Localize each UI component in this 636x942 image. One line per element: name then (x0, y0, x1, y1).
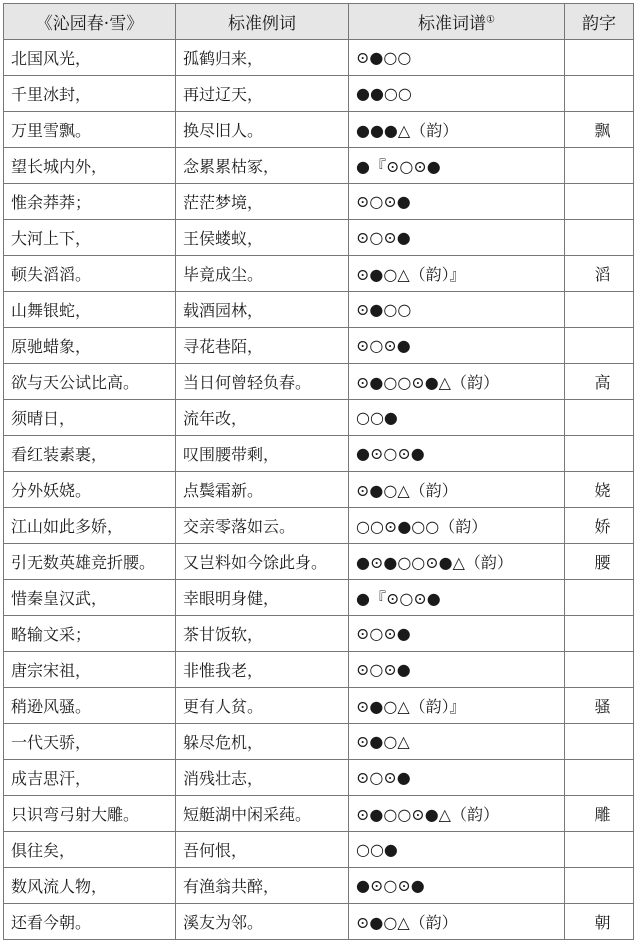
example-line-cell: 茶甘饭软， (176, 616, 349, 652)
original-line-cell: 看红装素裹， (4, 436, 176, 472)
example-line-cell: 换尽旧人。 (176, 112, 349, 148)
example-line-cell: 寻花巷陌， (176, 328, 349, 364)
example-line-cell: 短艇湖中闲采莼。 (176, 796, 349, 832)
tone-pattern-cell: ⊙●○△（韵）』 (349, 256, 565, 292)
rhyme-char-cell (565, 580, 634, 616)
header-pattern (349, 4, 565, 40)
table-row (4, 220, 634, 256)
tone-pattern-cell: ⊙●○○⊙●△（韵） (349, 364, 565, 400)
cipai-table (3, 3, 634, 940)
original-line-cell: 一代天骄， (4, 724, 176, 760)
rhyme-char-cell (565, 148, 634, 184)
rhyme-char-cell (565, 832, 634, 868)
example-line-cell: 叹围腰带剩， (176, 436, 349, 472)
table-row (4, 328, 634, 364)
example-line-cell: 流年改， (176, 400, 349, 436)
table-row (4, 832, 634, 868)
table-row (4, 292, 634, 328)
original-line-cell: 还看今朝。 (4, 904, 176, 940)
rhyme-char-cell: 高 (565, 364, 634, 400)
table-row (4, 400, 634, 436)
tone-pattern-cell: ⊙●○○ (349, 292, 565, 328)
rhyme-char-cell (565, 868, 634, 904)
rhyme-char-cell: 雕 (565, 796, 634, 832)
tone-pattern-cell: ⊙○⊙● (349, 220, 565, 256)
rhyme-char-cell (565, 220, 634, 256)
tone-pattern-cell: ⊙●○△（韵）』 (349, 688, 565, 724)
rhyme-char-cell (565, 76, 634, 112)
table-row (4, 616, 634, 652)
tone-pattern-cell: ⊙○⊙● (349, 184, 565, 220)
original-line-cell: 数风流人物， (4, 868, 176, 904)
original-line-cell: 江山如此多娇， (4, 508, 176, 544)
tone-pattern-cell: ●⊙○⊙● (349, 436, 565, 472)
tone-pattern-cell: ⊙●○△ (349, 724, 565, 760)
original-line-cell: 唐宗宋祖， (4, 652, 176, 688)
example-line-cell: 毕竟成尘。 (176, 256, 349, 292)
table-row (4, 652, 634, 688)
original-line-cell: 望长城内外， (4, 148, 176, 184)
tone-pattern-cell: ●『⊙○⊙● (349, 580, 565, 616)
rhyme-char-cell: 滔 (565, 256, 634, 292)
original-line-cell: 惜秦皇汉武， (4, 580, 176, 616)
rhyme-char-cell: 娇 (565, 508, 634, 544)
rhyme-char-cell (565, 40, 634, 76)
header-original: 《沁园春·雪》 (4, 4, 176, 40)
example-line-cell: 有渔翁共醉， (176, 868, 349, 904)
example-line-cell: 消残壮志， (176, 760, 349, 796)
tone-pattern-cell: ⊙○⊙● (349, 328, 565, 364)
example-line-cell: 更有人贫。 (176, 688, 349, 724)
original-line-cell: 引无数英雄竞折腰。 (4, 544, 176, 580)
tone-pattern-cell: ●⊙●○○⊙●△（韵） (349, 544, 565, 580)
header-row (4, 4, 634, 40)
example-line-cell: 吾何恨， (176, 832, 349, 868)
table-row (4, 904, 634, 940)
tone-pattern-cell: ●⊙○⊙● (349, 868, 565, 904)
rhyme-char-cell (565, 760, 634, 796)
example-line-cell: 幸眼明身健， (176, 580, 349, 616)
table-row (4, 472, 634, 508)
original-line-cell: 惟余莽莽； (4, 184, 176, 220)
table-row (4, 76, 634, 112)
rhyme-char-cell (565, 328, 634, 364)
tone-pattern-cell: ⊙●○△（韵） (349, 472, 565, 508)
tone-pattern-cell: ●●○○ (349, 76, 565, 112)
original-line-cell: 山舞银蛇， (4, 292, 176, 328)
original-line-cell: 大河上下， (4, 220, 176, 256)
original-line-cell: 稍逊风骚。 (4, 688, 176, 724)
example-line-cell: 当日何曾轻负春。 (176, 364, 349, 400)
tone-pattern-cell: ○○⊙●○○（韵） (349, 508, 565, 544)
rhyme-char-cell: 娆 (565, 472, 634, 508)
example-line-cell: 非惟我老， (176, 652, 349, 688)
original-line-cell: 成吉思汗， (4, 760, 176, 796)
rhyme-char-cell (565, 724, 634, 760)
table-row (4, 256, 634, 292)
original-line-cell: 顿失滔滔。 (4, 256, 176, 292)
example-line-cell: 溪友为邻。 (176, 904, 349, 940)
example-line-cell: 交亲零落如云。 (176, 508, 349, 544)
rhyme-char-cell: 飘 (565, 112, 634, 148)
rhyme-char-cell (565, 400, 634, 436)
original-line-cell: 千里冰封， (4, 76, 176, 112)
rhyme-char-cell (565, 292, 634, 328)
example-line-cell: 王侯蝼蚁， (176, 220, 349, 256)
example-line-cell: 茫茫梦境， (176, 184, 349, 220)
example-line-cell: 念累累枯冢， (176, 148, 349, 184)
table-body (4, 40, 634, 940)
table-row (4, 760, 634, 796)
example-line-cell: 点鬓霜新。 (176, 472, 349, 508)
original-line-cell: 分外妖娆。 (4, 472, 176, 508)
tone-pattern-cell: ⊙●○○ (349, 40, 565, 76)
tone-pattern-cell: ⊙○⊙● (349, 760, 565, 796)
table-row (4, 724, 634, 760)
example-line-cell: 躲尽危机， (176, 724, 349, 760)
original-line-cell: 原驰蜡象， (4, 328, 176, 364)
tone-pattern-cell: ●『⊙○⊙● (349, 148, 565, 184)
example-line-cell: 又岂料如今馀此身。 (176, 544, 349, 580)
rhyme-char-cell (565, 184, 634, 220)
table-row (4, 580, 634, 616)
original-line-cell: 欲与天公试比高。 (4, 364, 176, 400)
rhyme-char-cell (565, 652, 634, 688)
original-line-cell: 略输文采； (4, 616, 176, 652)
header-example: 标准例词 (176, 4, 349, 40)
rhyme-char-cell: 朝 (565, 904, 634, 940)
footnote-marker: ① (486, 14, 495, 26)
rhyme-char-cell (565, 436, 634, 472)
table-row (4, 364, 634, 400)
original-line-cell: 须晴日， (4, 400, 176, 436)
table-row (4, 796, 634, 832)
table-row (4, 148, 634, 184)
header-rhyme: 韵字 (565, 4, 634, 40)
tone-pattern-cell: ⊙●○△（韵） (349, 904, 565, 940)
tone-pattern-cell: ⊙○⊙● (349, 616, 565, 652)
table-row (4, 508, 634, 544)
table-row (4, 688, 634, 724)
example-line-cell: 孤鹤归来， (176, 40, 349, 76)
tone-pattern-cell: ○○● (349, 400, 565, 436)
table-row (4, 40, 634, 76)
tone-pattern-cell: ⊙○⊙● (349, 652, 565, 688)
tone-pattern-cell: ⊙●○○⊙●△（韵） (349, 796, 565, 832)
original-line-cell: 俱往矣， (4, 832, 176, 868)
rhyme-char-cell: 腰 (565, 544, 634, 580)
rhyme-char-cell: 骚 (565, 688, 634, 724)
tone-pattern-cell: ●●●△（韵） (349, 112, 565, 148)
original-line-cell: 只识弯弓射大雕。 (4, 796, 176, 832)
table-row (4, 868, 634, 904)
tone-pattern-cell: ○○● (349, 832, 565, 868)
example-line-cell: 再过辽天， (176, 76, 349, 112)
table-row (4, 544, 634, 580)
rhyme-char-cell (565, 616, 634, 652)
header-pattern-label: 标准词谱 (418, 14, 487, 34)
original-line-cell: 北国风光， (4, 40, 176, 76)
table-row (4, 184, 634, 220)
example-line-cell: 载酒园林， (176, 292, 349, 328)
original-line-cell: 万里雪飘。 (4, 112, 176, 148)
table-row (4, 436, 634, 472)
table-row (4, 112, 634, 148)
